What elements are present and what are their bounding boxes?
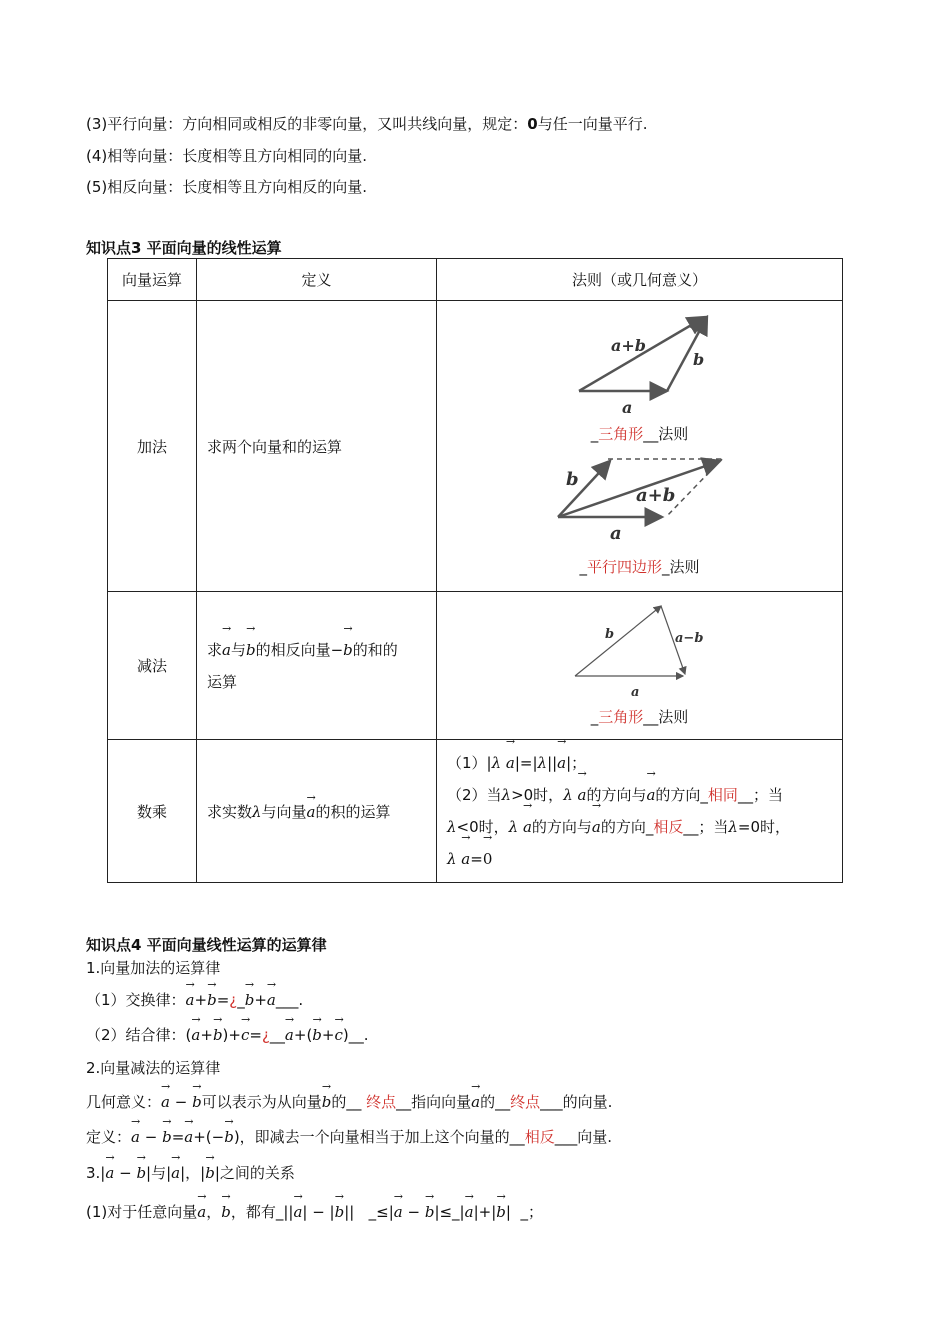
parallelogram-rule-figure — [552, 451, 732, 546]
subtraction-rule — [437, 592, 842, 739]
fig3-label-amb: a−b — [675, 631, 704, 646]
scalar-rule-2: （2）当λ>0时，λ → a的方向与→ a的方向_相同__；当 — [447, 779, 832, 811]
fig3-label-b: b — [605, 627, 615, 642]
scalar-rule-4: λ → a=→ 0 — [447, 843, 832, 875]
linear-operations-table — [107, 258, 843, 883]
fig1-label-ab: a+b — [611, 336, 646, 355]
commutative-law: （1）交换律：→ a+→ b=¿_→ b+→ a___. — [86, 990, 303, 1010]
header-rule: 法则（或几何意义） — [437, 259, 843, 301]
subtraction-rule-label: _三角形__法则 — [590, 708, 689, 726]
scalar-rules — [437, 740, 843, 883]
scalar-rule-3: λ<0时，λ → a的方向与→ a的方向_相反__；当λ=0时， — [447, 811, 832, 843]
table-row-scalar — [108, 740, 843, 883]
def-addition: 求两个向量和的运算 — [197, 301, 437, 592]
fig1-label-b: b — [693, 350, 705, 369]
scalar-rule-1: （1）|λ → a|=|λ||→ a|； — [447, 747, 832, 779]
triangle-rule-figure — [567, 311, 717, 421]
kp4-section-3: 3.|→ a − → b|与|→ a|，|→ b|之间的关系 — [86, 1163, 295, 1183]
fig3-label-a: a — [631, 685, 640, 700]
addition-rules — [437, 301, 842, 591]
equal-vector-def: (4)相等向量：长度相等且方向相同的向量. — [86, 147, 368, 165]
kp4-section-1: 1.向量加法的运算律 — [86, 959, 221, 977]
op-subtraction: 减法 — [108, 592, 197, 740]
fig2-label-ab: a+b — [636, 485, 676, 506]
table-row-subtraction — [108, 592, 843, 740]
fig2-label-b: b — [566, 469, 579, 490]
kp4-section-2: 2.向量减法的运算律 — [86, 1059, 221, 1077]
kp3-title: 知识点3 平面向量的线性运算 — [86, 239, 282, 257]
subtraction-geometric-meaning: 几何意义：→ a − → b可以表示为从向量→ b的__ 终点__指向向量→ a的__终点___的向量. — [86, 1092, 612, 1112]
subtraction-definition: 定义：→ a − → b=→ a+(−→ b)，即减去一个向量相当于加上这个向量的__相反___向量. — [86, 1127, 612, 1147]
parallelogram-rule-label: _平行四边形_法则 — [579, 558, 700, 576]
fig2-label-a: a — [610, 523, 622, 544]
header-operation: 向量运算 — [108, 259, 197, 301]
subtraction-figure — [567, 600, 717, 700]
def-scalar: 求实数λ与向量→ a的积的运算 — [197, 740, 437, 883]
triangle-inequality: (1)对于任意向量→ a，→ b，都有_||→ a| − |→ b|| _≤|→ a − → b|≤_|→ a|+|→ b| _； — [86, 1202, 543, 1222]
associative-law: （2）结合律：(→ a+→ b)+→ c=¿__→ a+(→ b+→ c)__. — [86, 1025, 369, 1045]
table-row-addition — [108, 301, 843, 592]
op-scalar: 数乘 — [108, 740, 197, 883]
opposite-vector-def: (5)相反向量：长度相等且方向相反的向量. — [86, 178, 368, 196]
header-definition: 定义 — [197, 259, 437, 301]
parallel-vector-def: (3)平行向量：方向相同或相反的非零向量，又叫共线向量，规定：0与任一向量平行. — [86, 115, 648, 133]
triangle-rule-label: _三角形__法则 — [590, 425, 689, 443]
table-header-row — [108, 259, 843, 301]
op-addition: 加法 — [108, 301, 197, 592]
fig1-label-a: a — [622, 398, 633, 417]
def-subtraction: 求→ a与→ b的相反向量−→ b的和的 运算 — [197, 592, 437, 740]
kp4-title: 知识点4 平面向量线性运算的运算律 — [86, 936, 327, 954]
